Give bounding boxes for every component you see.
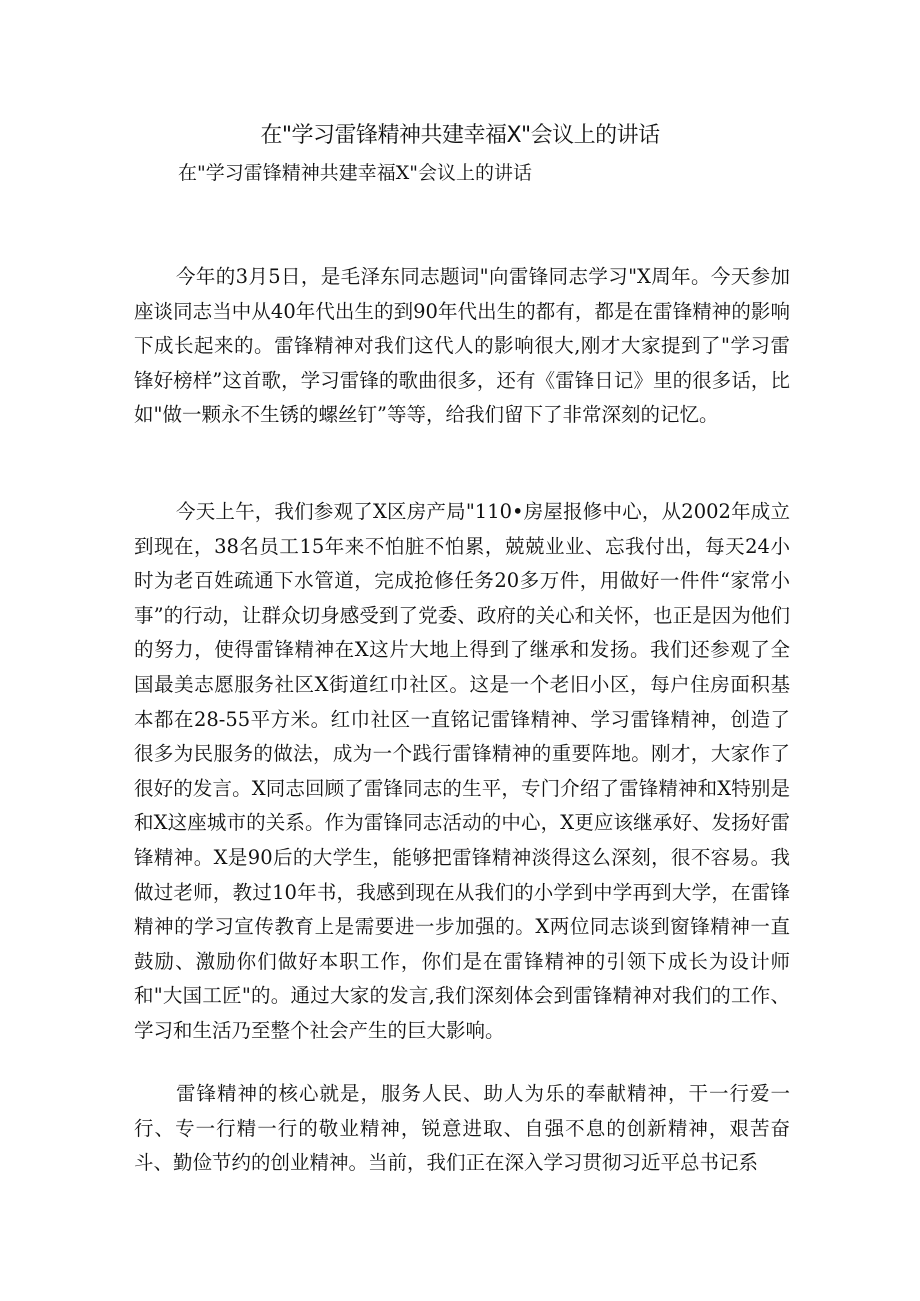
paragraph-1: 今年的3月5日，是毛泽东同志题词"向雷锋同志学习"X周年。今天参加座谈同志当中从40年代出生的到90年代出生的都有，都是在雷锋精神的影响下成长起来的。雷锋精神对我们这代人的影响很大,刚才大家提到了"学习雷锋好榜样”这首歌，学习雷锋的歌曲很多，还有《雷锋日记》里的很多话，比如"做一颗永不生锈的螺丝钉”等等，给我们留下了非常深刻的记忆。 bbox=[134, 265, 790, 427]
page-title: 在"学习雷锋精神共建幸福X"会议上的讲话 bbox=[260, 123, 660, 148]
paragraph-2: 今天上午，我们参观了X区房产局"110•房屋报修中心，从2002年成立到现在，38名员工15年来不怕脏不怕累，兢兢业业、忘我付出，每天24小时为老百姓疏通下水管道，完成抢修任务20多万件，用做好一件件“家常小事”的行动，让群众切身感受到了党委、政府的关心和关怀，也正是因为他们的努力，使得雷锋精神在X这片大地上得到了继承和发扬。我们还参观了全国最美志愿服务社区X街道红巾社区。这是一个老旧小区，每户住房面积基本都在28-55平方米。红巾社区一直铭记雷锋精神、学习雷锋精神，创造了很多为民服务的做法，成为一个践行雷锋精神的重要阵地。刚才，大家作了很好的发言。X同志回顾了雷锋同志的生平，专门介绍了雷锋精神和X特别是和X这座城市的关系。作为雷锋同志活动的中心，X更应该继承好、发扬好雷锋精神。X是90后的大学生，能够把雷锋精神淡得这么深刻，很不容易。我做过老师，教过10年书，我感到现在从我们的小学到中学再到大学，在雷锋精神的学习宣传教育上是需要进一步加强的。X两位同志谈到窗锋精神一直鼓励、激励你们做好本职工作，你们是在雷锋精神的引领下成长为设计师和"大国工匠"的。通过大家的发言,我们深刻体会到雷锋精神对我们的工作、学习和生活乃至整个社会产生的巨大影响。 bbox=[134, 500, 790, 1042]
page-subtitle: 在"学习雷锋精神共建幸福X"会议上的讲话 bbox=[178, 162, 533, 184]
paragraph-3: 雷锋精神的核心就是，服务人民、助人为乐的奉献精神，干一行爱一行、专一行精一行的敬业精神，锐意进取、自强不息的创新精神，艰苦奋斗、勤俭节约的创业精神。当前，我们正在深入学习贯彻习近平总书记系 bbox=[134, 1082, 790, 1175]
